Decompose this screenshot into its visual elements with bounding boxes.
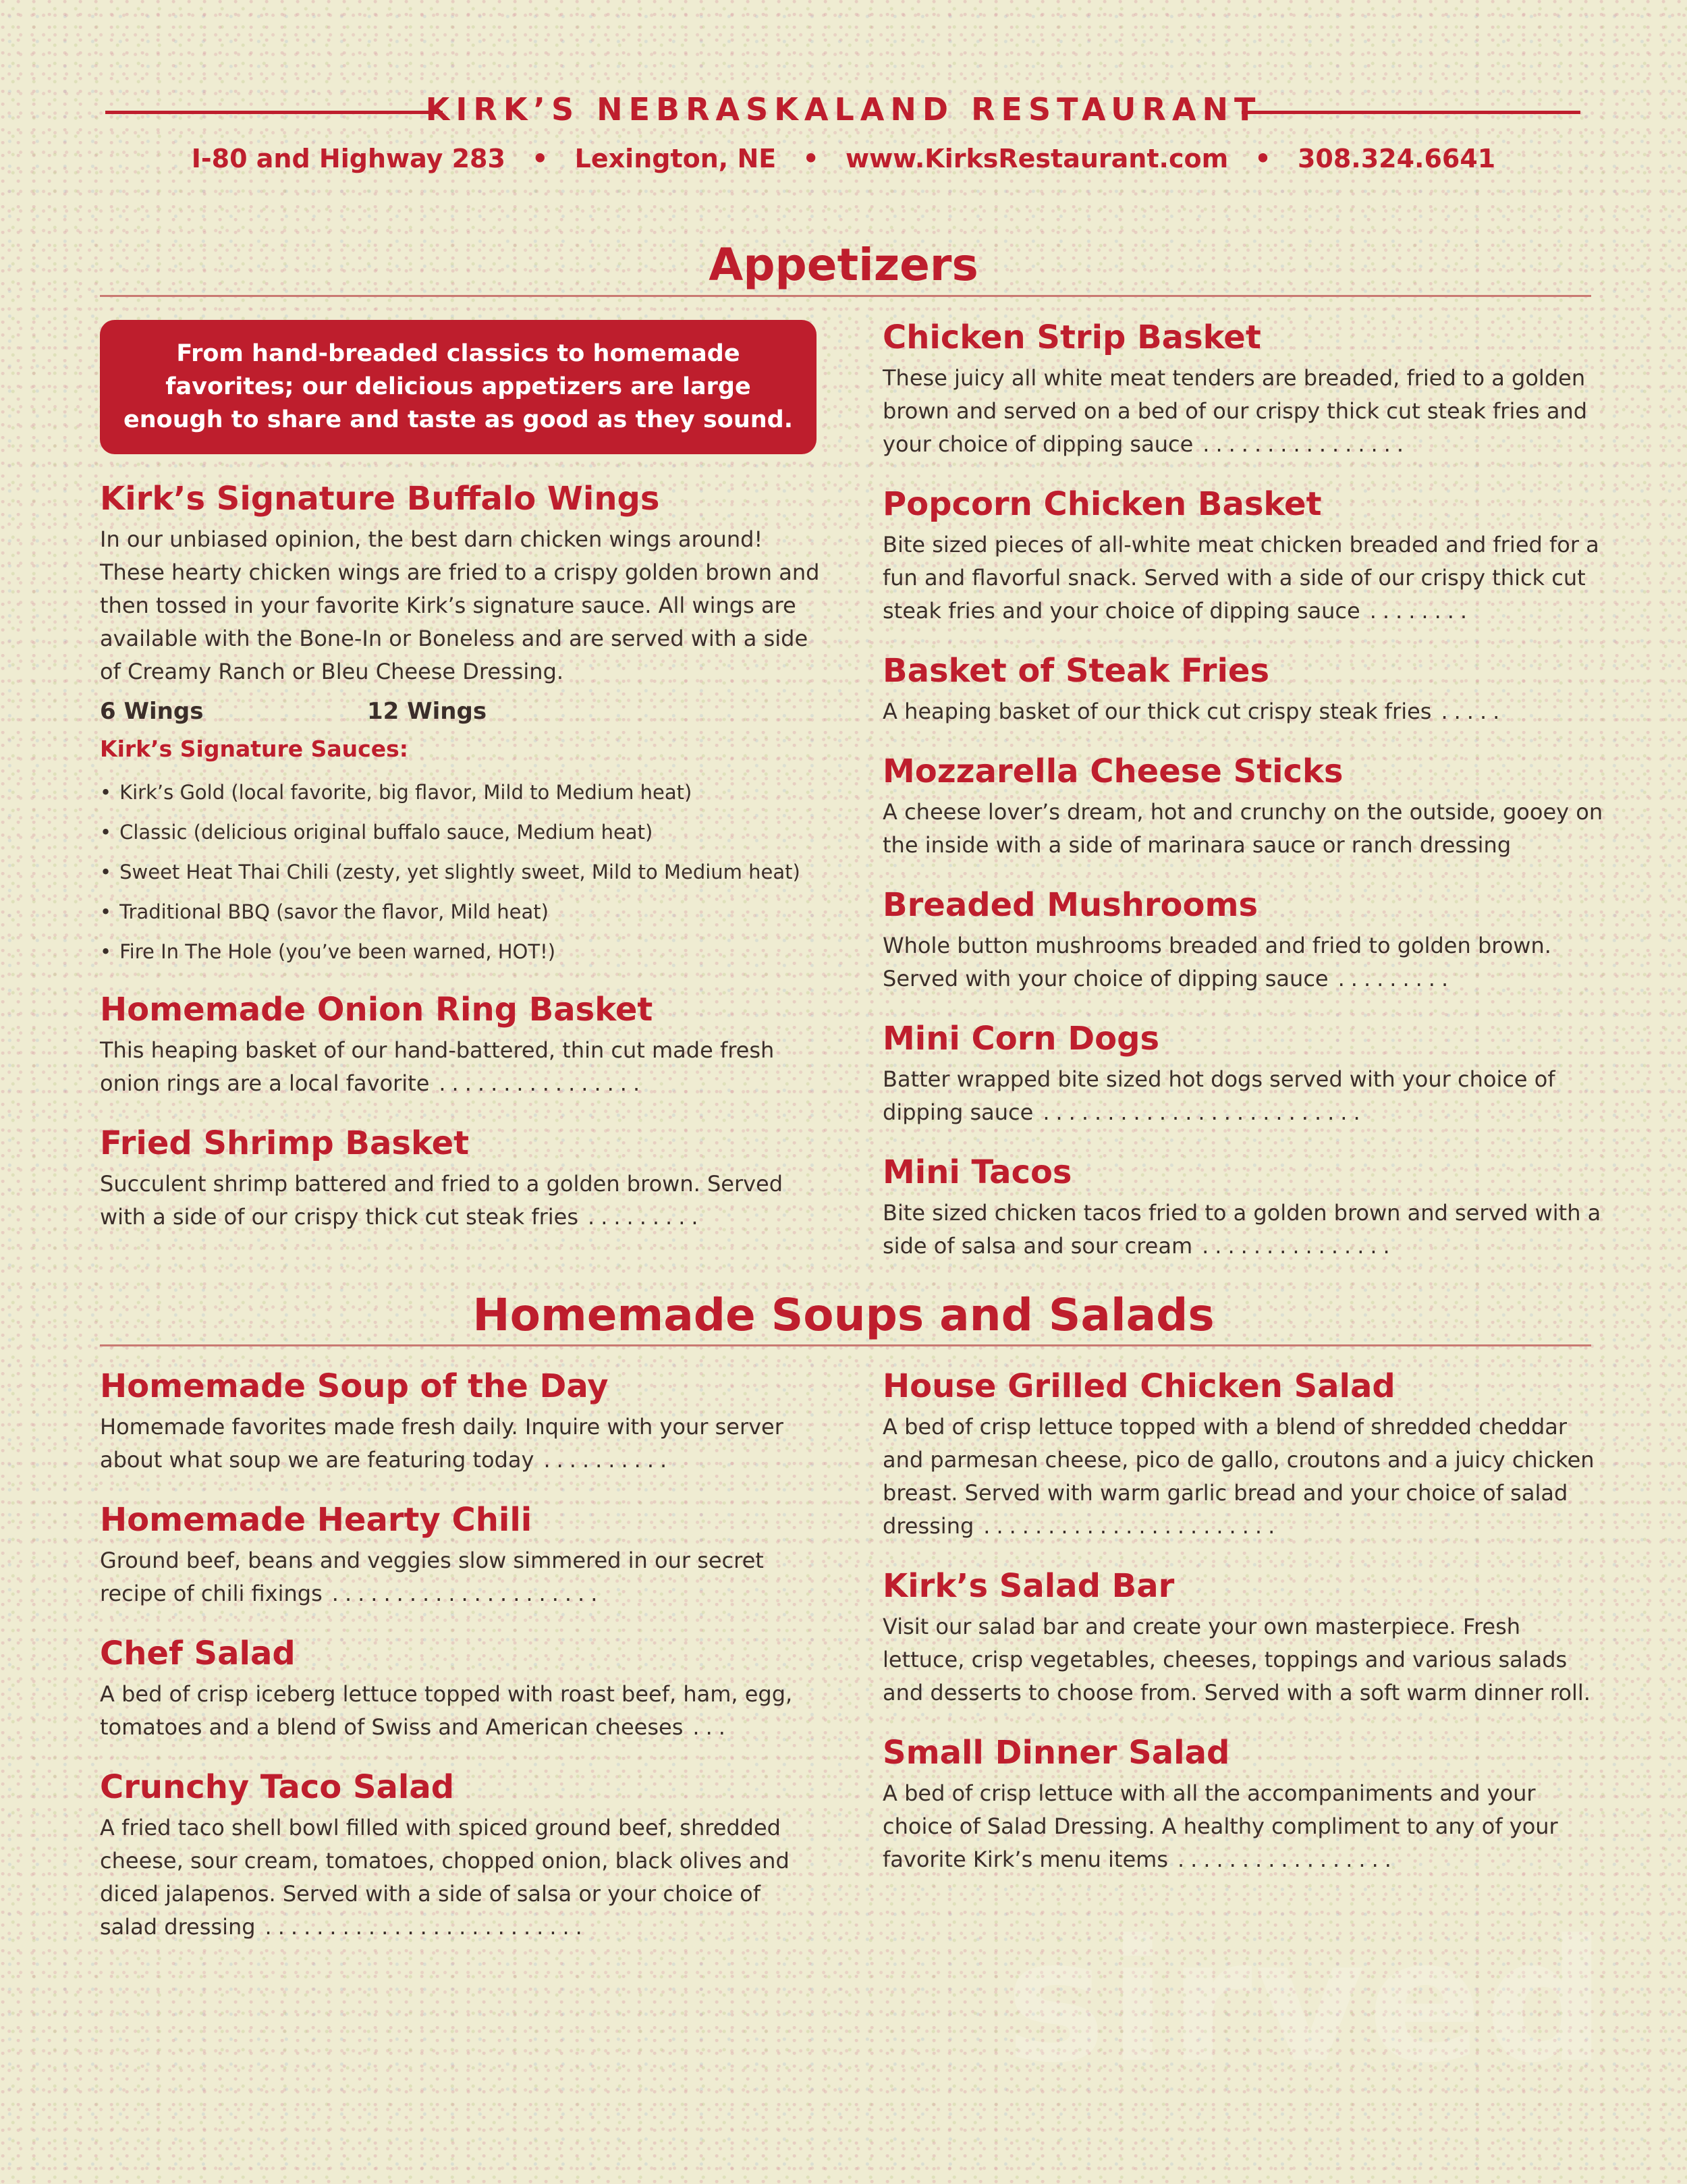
menu-item [100, 989, 822, 1100]
leader-dots: ..... [1441, 699, 1506, 724]
item-description: In our unbiased opinion, the best darn chicken wings around! These hearty chicken wings are fried to a crispy golden brown and then tossed in your favorite Kirk’s signature sauce. All wings are available with the Bone-In or Boneless and are served with a side of Creamy Ranch or Bleu Cheese Dressing. [100, 526, 820, 684]
leader-dots: ................. [1177, 1847, 1398, 1872]
item-description: Whole button mushrooms breaded and fried to golden brown. Served with your choice of dipping sauce ......... [883, 933, 1551, 991]
appetizers-title: Appetizers [709, 239, 978, 291]
separator: • [1254, 144, 1271, 173]
menu-item [883, 317, 1605, 461]
menu-item [883, 1152, 1605, 1263]
contact-line [0, 144, 1687, 173]
item-name: Popcorn Chicken Basket [883, 485, 1322, 523]
sauce-list [100, 773, 822, 972]
item-description: A bed of crisp lettuce with all the accompaniments and your choice of Salad Dressing. A healthy compliment to any of your favorite Kirk’s menu items ................. [883, 1780, 1558, 1872]
item-name: Mozzarella Cheese Sticks [883, 753, 1344, 790]
leader-dots: ............... [1202, 1233, 1396, 1259]
leader-dots: ..................... [331, 1581, 604, 1606]
menu-item [100, 1123, 822, 1234]
separator: • [802, 144, 819, 173]
leader-dots: ................ [439, 1070, 646, 1096]
menu-item [883, 885, 1605, 995]
leader-dots: ... [692, 1714, 731, 1740]
phone-number[interactable]: 308.324.6641 [1297, 144, 1496, 173]
wing-size-6: 6 Wings [100, 698, 204, 725]
item-description: Homemade favorites made fresh daily. Inquire with your server about what soup we are featuring today .......... [100, 1414, 783, 1473]
menu-item [883, 1566, 1605, 1710]
sauce-item: • Sweet Heat Thai Chili (zesty, yet slightly sweet, Mild to Medium heat) [100, 852, 822, 892]
menu-item [883, 651, 1605, 728]
restaurant-name: KIRK’S NEBRASKALAND RESTAURANT [425, 91, 1262, 128]
item-description: Bite sized pieces of all-white meat chicken breaded and fried for a fun and flavorful snack. Served with a side of our crispy thick cut steak fries and your choice of dipping sauce ........ [883, 532, 1599, 624]
item-name: Chef Salad [100, 1635, 296, 1672]
item-description: A heaping basket of our thick cut crispy steak fries ..... [883, 699, 1506, 724]
sauce-item: • Fire In The Hole (you’ve been warned, HOT!) [100, 932, 822, 972]
item-description: Succulent shrimp battered and fried to a golden brown. Served with a side of our crispy thick cut steak fries ......... [100, 1171, 783, 1230]
item-description: These juicy all white meat tenders are breaded, fried to a golden brown and served on a bed of our crispy thick cut steak fries and your choice of dipping sauce ................ [883, 365, 1588, 457]
leader-dots: ......................... [1043, 1099, 1366, 1125]
leader-dots: .......... [543, 1447, 673, 1473]
leader-dots: ......................... [265, 1914, 588, 1940]
sauce-item: • Kirk’s Gold (local favorite, big flavor, Mild to Medium heat) [100, 773, 822, 813]
menu-item [100, 1633, 822, 1744]
item-description: A cheese lover’s dream, hot and crunchy on the outside, gooey on the inside with a side of marinara sauce or ranch dressing [883, 799, 1603, 858]
item-description: A bed of crisp iceberg lettuce topped with roast beef, ham, egg, tomatoes and a blend of Swiss and American cheeses ... [100, 1681, 793, 1740]
menu-item [100, 1500, 822, 1610]
leader-dots: ......... [1337, 966, 1455, 991]
item-name: Homemade Onion Ring Basket [100, 991, 653, 1029]
menu-item [883, 1732, 1605, 1876]
soups-left-column [100, 1366, 822, 1967]
item-description: Ground beef, beans and veggies slow simmered in our secret recipe of chili fixings ..................... [100, 1548, 764, 1606]
item-description: Batter wrapped bite sized hot dogs served with your choice of dipping sauce ......................... [883, 1066, 1555, 1125]
appetizers-intro-banner: From hand-breaded classics to homemade favorites; our delicious appetizers are large enough to share and taste as good as they sound. [100, 320, 817, 454]
item-description: A fried taco shell bowl filled with spiced ground beef, shredded cheese, sour cream, tomatoes, chopped onion, black olives and diced jalapenos. Served with a side of salsa or your choice of salad dressing ......................... [100, 1815, 790, 1940]
menu-item [883, 484, 1605, 628]
item-description: Visit our salad bar and create your own masterpiece. Fresh lettuce, crisp vegetables, cheeses, toppings and various salads and desserts to choose from. Served with a soft warm dinner roll. [883, 1614, 1591, 1705]
item-description: A bed of crisp lettuce topped with a blend of shredded cheddar and parmesan cheese, pico de gallo, croutons and a juicy chicken breast. Served with warm garlic bread and your choice of salad dressing ....................... [883, 1414, 1595, 1539]
soups-right-column [883, 1366, 1605, 1899]
appetizers-right-column [883, 317, 1605, 1286]
website-link[interactable]: www.KirksRestaurant.com [845, 144, 1229, 173]
item-name: Homemade Soup of the Day [100, 1367, 609, 1405]
menu-item [100, 1366, 822, 1477]
sauce-item: • Classic (delicious original buffalo sauce, Medium heat) [100, 813, 822, 852]
item-name: Kirk’s Salad Bar [883, 1567, 1175, 1605]
appetizers-rule [100, 295, 1591, 297]
item-name: Kirk’s Signature Buffalo Wings [100, 480, 660, 518]
item-name: Breaded Mushrooms [883, 886, 1259, 924]
item-name: Fried Shrimp Basket [100, 1124, 470, 1162]
item-name: Chicken Strip Basket [883, 319, 1261, 356]
menu-item [883, 1018, 1605, 1129]
item-name: Homemade Hearty Chili [100, 1501, 532, 1539]
item-name: Basket of Steak Fries [883, 652, 1270, 690]
menu-item [883, 1366, 1605, 1543]
menu-item [100, 1767, 822, 1944]
sauces-title: Kirk’s Signature Sauces: [100, 736, 408, 762]
sirved-watermark: sirved [1005, 1903, 1609, 2100]
soups-salads-title: Homemade Soups and Salads [472, 1289, 1215, 1341]
location: I-80 and Highway 283 [191, 144, 505, 173]
item-name: House Grilled Chicken Salad [883, 1367, 1395, 1405]
menu-item-buffalo-wings [100, 479, 822, 688]
wing-size-12: 12 Wings [367, 698, 487, 725]
item-name: Mini Tacos [883, 1153, 1072, 1191]
item-name: Small Dinner Salad [883, 1734, 1230, 1772]
leader-dots: ....................... [983, 1513, 1281, 1539]
soups-salads-rule [100, 1344, 1591, 1346]
sauce-item: • Traditional BBQ (savor the flavor, Mild heat) [100, 892, 822, 932]
item-name: Mini Corn Dogs [883, 1020, 1160, 1058]
item-description: Bite sized chicken tacos fried to a golden brown and served with a side of salsa and sour cream ............... [883, 1200, 1601, 1259]
city: Lexington, NE [574, 144, 777, 173]
separator: • [532, 144, 549, 173]
leader-dots: ......... [588, 1204, 704, 1230]
leader-dots: ........ [1369, 598, 1474, 624]
wing-sizes [100, 698, 822, 725]
menu-item [883, 751, 1605, 862]
item-description: This heaping basket of our hand-battered, thin cut made fresh onion rings are a local favorite ................ [100, 1037, 775, 1096]
appetizers-left-column [100, 320, 822, 1257]
item-name: Crunchy Taco Salad [100, 1768, 455, 1806]
leader-dots: ................ [1202, 431, 1410, 457]
